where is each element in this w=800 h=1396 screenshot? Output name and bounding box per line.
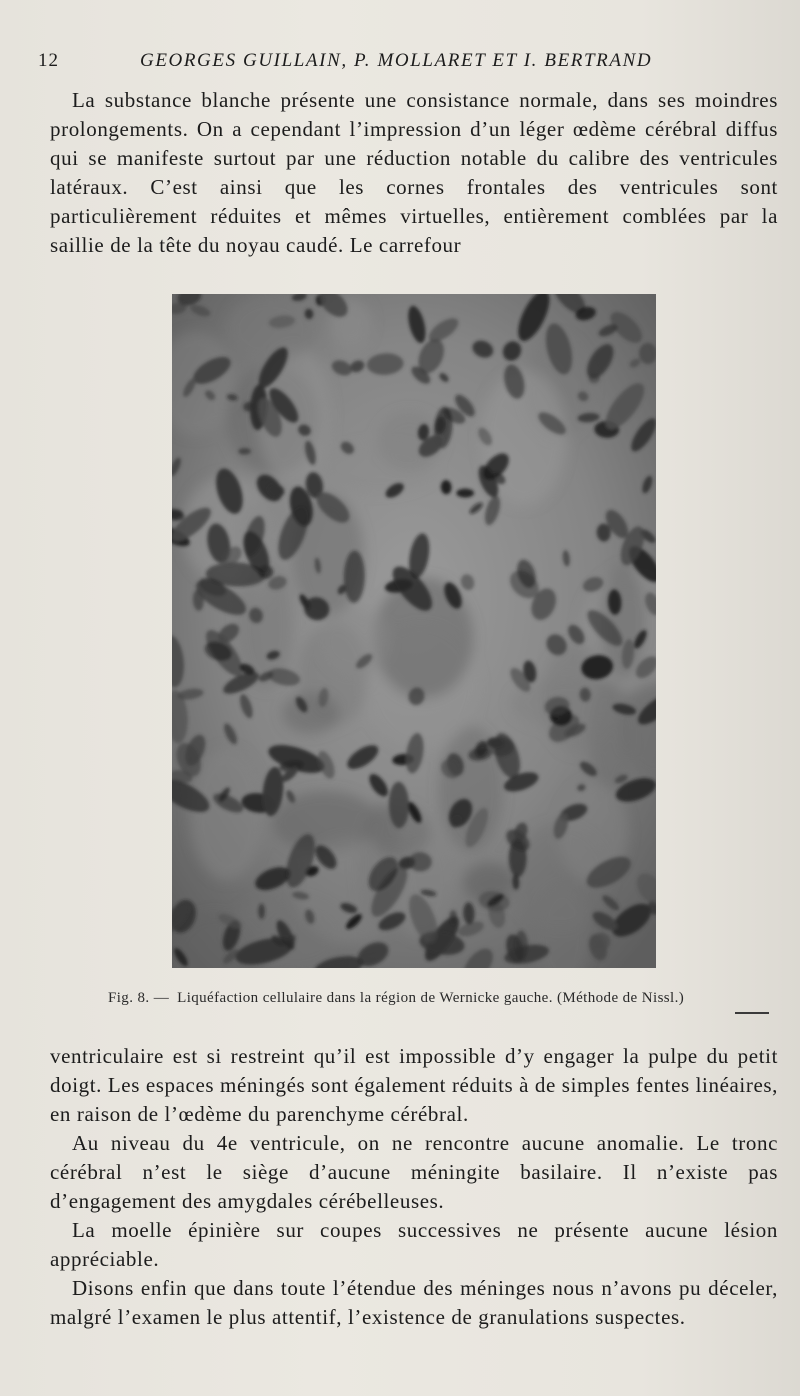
paragraph-fourth-ventricle: Au niveau du 4e ventricule, on ne rencontre aucune anomalie. Le tronc cérébral n’est le siège d’aucune méningite basilaire. Il n’existe pas d’engagement des amygdales cérébelleuses. [50,1131,778,1213]
body-text-top [50,86,778,260]
body-text-bottom [50,1042,778,1332]
paragraph-spinal-cord: La moelle épinière sur coupes successives ne présente aucune lésion appréciable. [50,1218,778,1271]
running-head-authors: GEORGES GUILLAIN, P. MOLLARET ET I. BERTRAND [140,50,653,71]
stain-haze [190,749,264,880]
nissl-micrograph-image [172,294,656,968]
stained-nucleus [456,489,474,498]
figure-caption-text: Liquéfaction cellulaire dans la région de Wernicke gauche. (Méthode de Nissl.) [177,990,685,1006]
paragraph-white-matter: La substance blanche présente une consistance normale, dans ses moindres prolongements. On a cependant l’impression d’un léger œdème cérébral diffus qui se manifeste surtout par une réduction notable du calibre des ventricules latéraux. C’est ainsi que les cornes frontales des ventricules sont particulièrement réduites et mêmes virtuelles, entièrement comblées par la saillie de la tête du noyau caudé. Le carrefour [50,88,778,257]
micrograph-figure [172,294,656,968]
stain-haze [226,295,316,364]
stained-nucleus [258,904,265,919]
paragraph-ventricle-continuation: ventriculaire est si restreint qu’il est impossible d’y engager la pulpe du petit doigt. Les espaces méningés sont également réduits à de simples fentes linéaires, en raison de l’œdème du parenchyme cérébral. [50,1044,778,1126]
page-number: 12 [38,50,59,71]
stain-haze [282,692,339,733]
stained-nucleus [509,839,527,878]
figure-label: Fig. 8. — [108,990,170,1006]
caption-rule [735,1012,769,1014]
figure-caption [108,990,748,1007]
stain-haze [320,608,391,675]
paragraph-meninges: Disons enfin que dans toute l’étendue des méninges nous n’avons pu déceler, malgré l’examen le plus attentif, l’existence de granulations suspectes. [50,1276,778,1329]
running-head [38,50,738,76]
